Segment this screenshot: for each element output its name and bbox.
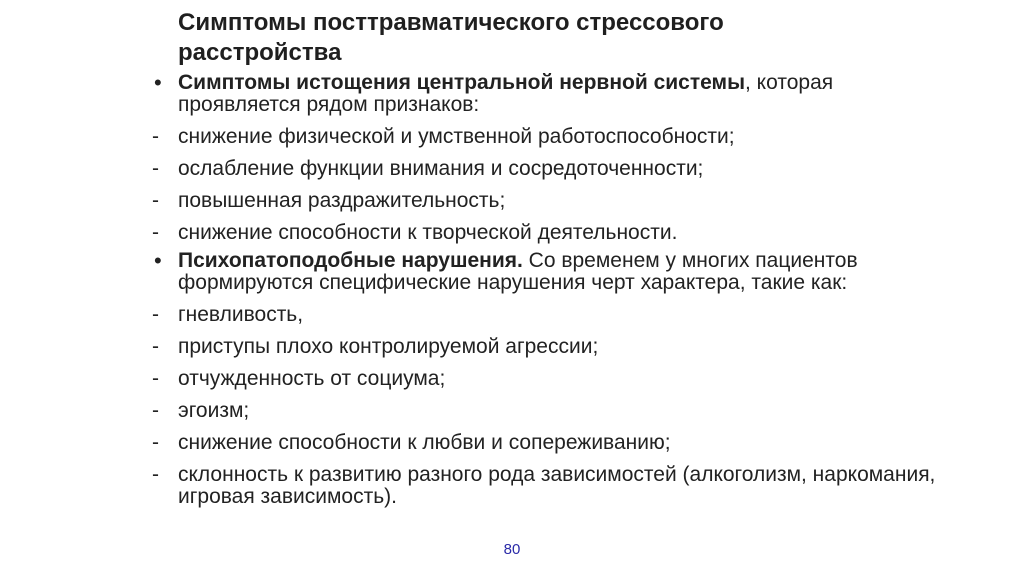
list-item-text: отчужденность от социума; bbox=[178, 367, 446, 390]
list-item bbox=[152, 368, 952, 390]
bullet-heading: Симптомы истощения центральной нервной системы bbox=[178, 71, 746, 94]
list-item bbox=[152, 222, 952, 244]
list-item-text: ослабление функции внимания и сосредоточенности; bbox=[178, 157, 704, 180]
list-item-text: эгоизм; bbox=[178, 399, 250, 422]
list-item-text: снижение способности к творческой деятельности. bbox=[178, 221, 678, 244]
bullet-item-psychopathic bbox=[152, 250, 952, 294]
dash-marker: - bbox=[152, 367, 159, 390]
dash-marker: - bbox=[152, 303, 159, 326]
list-item bbox=[152, 432, 952, 454]
list-item-text: приступы плохо контролируемой агрессии; bbox=[178, 335, 599, 358]
dash-marker: - bbox=[152, 463, 159, 486]
dash-marker: - bbox=[152, 399, 159, 422]
list-item-text: гневливость, bbox=[178, 303, 304, 326]
bullet-heading: Психопатоподобные нарушения. bbox=[178, 249, 523, 272]
slide-content bbox=[152, 72, 952, 508]
slide-title: Симптомы посттравматического стрессового расстройства bbox=[178, 9, 724, 66]
list-item bbox=[152, 158, 952, 180]
bullet-text: , которая проявляется рядом признаков: bbox=[178, 71, 834, 116]
dash-marker: - bbox=[152, 189, 159, 212]
bullet-item-cns-exhaustion bbox=[152, 72, 952, 116]
bullet-marker: • bbox=[154, 70, 162, 95]
list-item bbox=[152, 190, 952, 212]
bullet-text: Со временем у многих пациентов формируются специфические нарушения черт характера, такие как: bbox=[178, 249, 858, 294]
list-item-text: снижение физической и умственной работоспособности; bbox=[178, 125, 735, 148]
dash-marker: - bbox=[152, 335, 159, 358]
list-item bbox=[152, 400, 952, 422]
list-item-text: склонность к развитию разного рода зависимостей (алкоголизм, наркомания, игровая зависимость). bbox=[178, 463, 936, 508]
dash-marker: - bbox=[152, 431, 159, 454]
dash-marker: - bbox=[152, 157, 159, 180]
list-item bbox=[152, 126, 952, 148]
list-item-text: повышенная раздражительность; bbox=[178, 189, 506, 212]
list-item bbox=[152, 464, 952, 508]
list-item bbox=[152, 304, 952, 326]
dash-marker: - bbox=[152, 125, 159, 148]
symptom-list-cns bbox=[152, 126, 952, 244]
list-item-text: снижение способности к любви и сопереживанию; bbox=[178, 431, 671, 454]
bullet-marker: • bbox=[154, 248, 162, 273]
list-item bbox=[152, 336, 952, 358]
symptom-list-psychopathic bbox=[152, 304, 952, 508]
dash-marker: - bbox=[152, 221, 159, 244]
page-number: 80 bbox=[503, 541, 521, 558]
